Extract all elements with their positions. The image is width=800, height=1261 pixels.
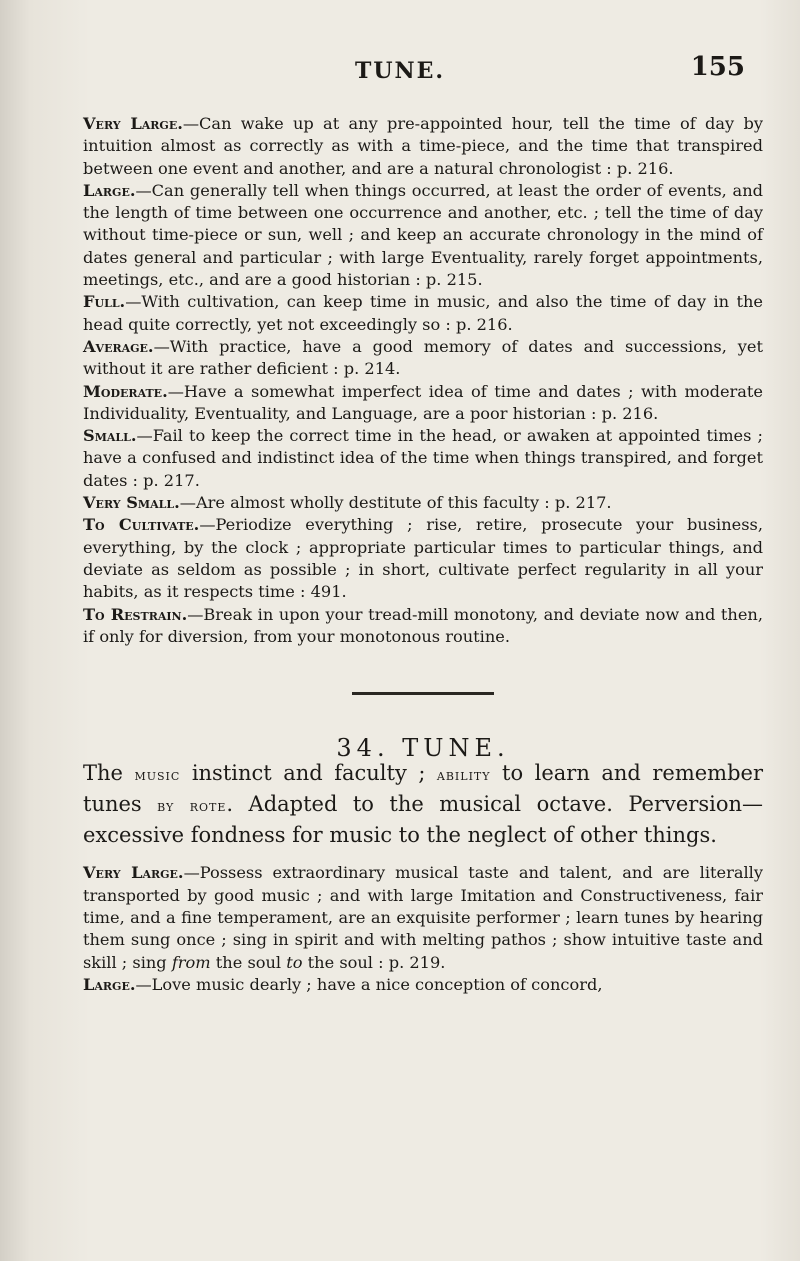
- page-header: [0, 52, 800, 92]
- body-text: [83, 113, 763, 996]
- entry-text: —Have a somewhat imperfect idea of time and dates ; with moderate Individuality, Eventuality, and Language, are a poor historian : p. 216.: [83, 381, 763, 423]
- entry-to-restrain: [83, 604, 763, 649]
- entry-label: Small.: [83, 426, 137, 446]
- intro-text: . Adapted to the musical octave. Perversion—excessive fondness for music to the neglect of other things.: [83, 792, 763, 848]
- entry-small: [83, 425, 763, 492]
- entry-label: To Restrain.: [83, 604, 188, 624]
- intro-keyword: by: [157, 797, 175, 816]
- intro-keyword: ability: [436, 766, 491, 785]
- entry-text: —Can generally tell when things occurred, at least the order of events, and the length of time between one occurrence and another, etc. ; tell the time of day without time-piece or sun, well ; and keep an accurate chronology in the mind of dates general and particular ; with large Eventuality, rarely forget appointments, meetings, etc., and are a good historian : p. 215.: [83, 180, 763, 290]
- entry-large: [83, 180, 763, 291]
- entry-moderate: [83, 381, 763, 426]
- intro-keyword: music: [134, 766, 181, 785]
- entry-emphasis: to: [286, 952, 303, 972]
- entry-label: Large.: [83, 180, 136, 200]
- section-divider: [352, 692, 494, 695]
- entry-emphasis: from: [171, 952, 211, 972]
- entry-text: —Are almost wholly destitute of this faculty : p. 217.: [179, 493, 612, 513]
- entry-text: —Fail to keep the correct time in the head, or awaken at appointed times ; have a confused and indistinct idea of the time when things transpired, and forget dates : p. 217.: [83, 426, 763, 490]
- intro-text: The: [83, 761, 135, 786]
- entry-text: —Love music dearly ; have a nice conception of concord,: [135, 974, 603, 994]
- section-intro: [83, 759, 763, 850]
- intro-text: instinct and faculty ;: [180, 761, 437, 786]
- entry-text: —Can wake up at any pre-appointed hour, tell the time of day by intuition almost as correctly as with a time-piece, and the time that transpired between one event and another, and are a natural chronologist : p. 216.: [83, 114, 763, 178]
- entry-text: the soul : p. 219.: [302, 952, 446, 972]
- entry-label: Very Large.: [83, 863, 184, 883]
- entry-very-small: [83, 492, 763, 514]
- entry-label: Large.: [83, 974, 136, 994]
- running-head: TUNE.: [354, 58, 446, 84]
- section-title: 34. TUNE.: [336, 734, 510, 763]
- page-number: 155: [690, 52, 745, 82]
- entry-label: Average.: [83, 336, 154, 356]
- spacer: [83, 850, 763, 862]
- entry-label: Very Large.: [83, 114, 183, 133]
- entry-very-large: [83, 113, 763, 180]
- entry-to-cultivate: [83, 514, 763, 603]
- intro-text: [174, 792, 189, 816]
- tune-entry-very-large: [83, 862, 763, 973]
- entry-average: [83, 336, 763, 381]
- entry-label: Very Small.: [83, 493, 180, 513]
- entry-text: —With practice, have a good memory of dates and successions, yet without it are rather deficient : p. 214.: [83, 336, 763, 379]
- entry-text: —With cultivation, can keep time in music, and also the time of day in the head quite correctly, yet not exceedingly so : p. 216.: [83, 292, 763, 334]
- entry-text: —Periodize everything ; rise, retire, prosecute your business, everything, by the clock ; appropriate particular times to particular things, and deviate as seldom as possible ; in short, cultivate perfect regularity in all your habits, as it respects time : 491.: [83, 515, 763, 602]
- entry-label: Full.: [83, 292, 126, 312]
- tune-entry-large: [83, 974, 763, 996]
- entry-text: —Possess extraordinary musical taste and talent, and are literally transported by good music ; and with large Imitation and Constructiveness, fair time, and a fine temperament, are an exquisite performer ; learn tunes by hearing them sung once ; sing in spirit and with melting pathos ; show intuitive taste and skill ; sing: [83, 863, 763, 972]
- entry-label: To Cultivate.: [83, 515, 200, 535]
- entry-text: the soul: [210, 952, 287, 972]
- entry-full: [83, 291, 763, 336]
- entry-label: Moderate.: [83, 381, 168, 401]
- intro-text: to learn and remember tunes: [83, 761, 763, 817]
- entry-text: —Break in upon your tread-mill monotony, and deviate now and then, if only for diversion, from your monotonous routine.: [83, 604, 763, 646]
- intro-keyword: rote: [189, 797, 227, 816]
